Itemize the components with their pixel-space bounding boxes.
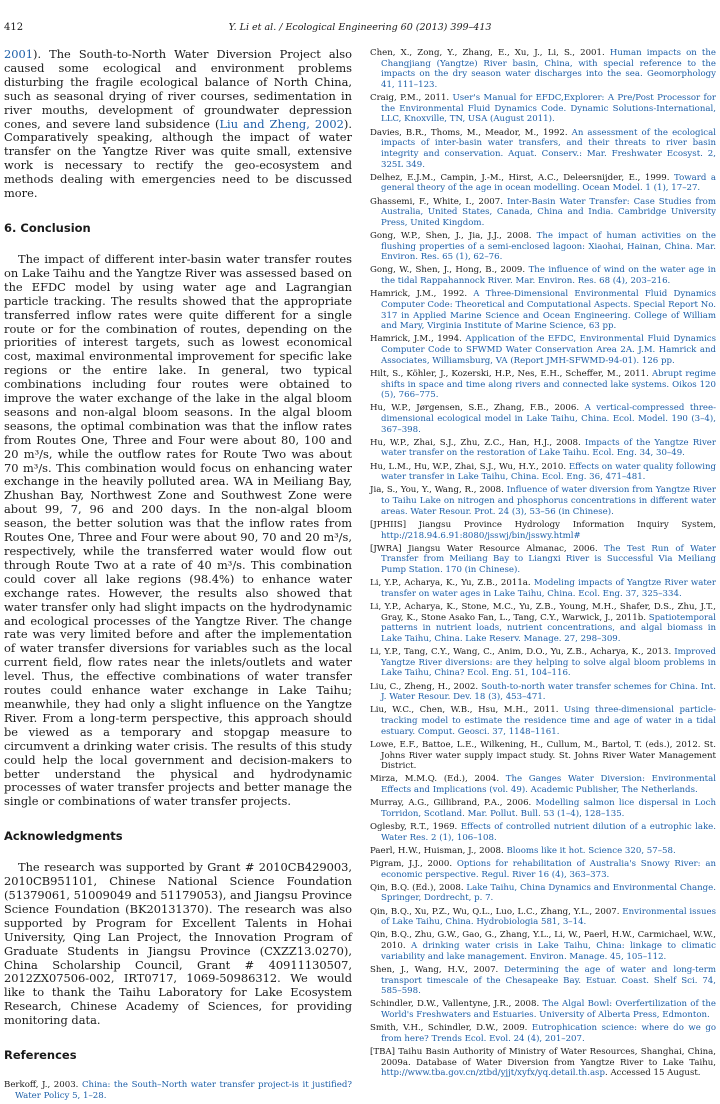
reference-link[interactable]: Influence of water diversion from Yangtze River to Taihu Lake on nitrogen and phosphorus concentrations in different water areas. Water Resour. Prot. 24 (3), 53–56 (in Chinese). (381, 485, 716, 517)
reference-text: Ghassemi, F., White, I., 2007. (370, 196, 507, 207)
reference-link[interactable]: Inter-Basin Water Transfer: Case Studies from Australia, United States, Canada, China and India. Cambridge University Press, United Kingdom. (381, 196, 717, 228)
reference-item (370, 173, 716, 194)
reference-link[interactable]: The Algal Bowl: Overfertilization of the World's Freshwaters and Estuaries. University of Alberta Press, Edmonton. (381, 999, 716, 1020)
reference-text: Hu, W.P., Jørgensen, S.E., Zhang, F.B., 2006. (370, 403, 585, 414)
reference-text: Gong, W.P., Shen, J., Jia, J.J., 2008. (370, 231, 537, 241)
reference-link[interactable]: A vertical-compressed three-dimensional ecological model in Lake Taihu, China. Ecol. Model. 190 (3–4), 367–398. (381, 403, 716, 435)
reference-link[interactable]: Effects of controlled nutrient dilution of a eutrophic lake. Water Res. 2 (1), 106–108. (381, 821, 716, 843)
reference-item (370, 822, 716, 843)
references-heading: References (4, 1048, 77, 1063)
reference-item (370, 883, 716, 904)
reference-item (370, 705, 716, 737)
reference-text: Li, Y.P., Acharya, K., Yu, Z.B., 2011a. (370, 578, 534, 589)
reference-link[interactable]: Eutrophication science: where do we go from here? Trends Ecol. Evol. 24 (4), 201–207. (381, 1023, 717, 1044)
reference-item (370, 682, 716, 703)
reference-item (370, 798, 716, 819)
reference-link[interactable]: Determining the age of water and long-term transport timescale of the Chesapeake Bay. Estuar. Coast. Shelf Sci. 74, 585–598. (381, 964, 716, 997)
reference-link[interactable]: Toward a general theory of the age in ocean modelling. Ocean Model. 1 (1), 17–27. (381, 172, 716, 194)
reference-item (370, 999, 716, 1020)
reference-link[interactable]: Using three-dimensional particle-tracking model to estimate the residence time and age of water in a tidal estuary. Comput. Geosci. 37, 1148–1161. (381, 705, 716, 737)
right-column (370, 48, 716, 1081)
reference-text: Davies, B.R., Thoms, M., Meador, M., 1992. (370, 127, 572, 138)
reference-item (370, 647, 716, 679)
reference-link[interactable]: A drinking water crisis in Lake Taihu, China: linkage to climatic variability and lake management. Environ. Manage. 45, 105–112. (381, 941, 716, 962)
reference-list-left (4, 1080, 352, 1101)
conclusion-paragraph: The impact of different inter-basin water transfer routes on Lake Taihu and the Yangtze River was assessed based on the EFDC model by using water age and Lagrangian particle tracking. The results showed that the appropriate transferred inflow rates were quite different for a single route or for the combination of routes, depending on the priorities of interest targets, such as lowest economical cost, maximal environmental improvement for specific lake regions or the entire lake. In general, two typical combinations including four routes were obtained to improve the water exchange of the lake in the algal bloom seasons and non-algal bloom seasons. In the algal bloom seasons, the optimal combination was that the inflow rates from Routes One, Three and Four were about 80, 100 and 20 m³/s, while the outflow rates for Route Two was about 70 m³/s. This combination would focus on enhancing water exchange in the heavily polluted area. WA in Meiliang Bay, Zhushan Bay, Northwest Zone and Southwest Zone were about 99, 7, 96 and 200 days. In the non-algal bloom season, the better solution was that the inflow rates from Routes One, Three and Four were about 90, 70 and 20 m³/s, respectively, while the transferred water would flow out through Route Two at a rate of 40 m³/s. This combination could cover all lake regions (98.4%) to enhance water exchange rates. However, the results also showed that water transfer only had slight impacts on the hydrodynamic and ecological processes of the Yangtze River. The change rate was very limited before and after the implementation of water transfer diversions for variables such as the local current field, flow rates near the inlets/outlets and water level. Thus, the effective combinations of water transfer routes could enhance water exchange in Lake Taihu; meanwhile, they had only a slight influence on the Yangtze River. From a long-term perspective, this approach should be viewed as a temporary and stopgap measure to circumvent a drinking water crisis. The results of this study could help the local government and decision-makers to better understand the physical and hydrodynamic processes of water transfer projects and better manage the single or combinations of water transfer projects. (4, 251, 352, 809)
reference-link[interactable]: Modelling salmon lice dispersal in Loch Torridon, Scotland. Mar. Pollut. Bull. 53 (1–4), 128–135. (381, 798, 717, 819)
reference-item (370, 520, 716, 541)
reference-text: Murray, A.G., Gillibrand, P.A., 2006. (370, 798, 536, 809)
reference-text: [JPHIIS] Jiangsu Province Hydrology Information Inquiry System, (370, 519, 716, 530)
reference-item (370, 334, 716, 366)
reference-item (370, 128, 716, 171)
intro-text: ). The South-to-North Water Diversion Project also caused some ecological and environment problems disturbing the fragile ecological balance of North China, such as seasonal drying of river courses, sedimentation in river mouths, development of groundwater depression cones, and severe land subsidence ( (4, 47, 352, 131)
reference-text: Qin, B.Q., Zhu, G.W., Gao, G., Zhang, Y.L., Li, W., Paerl, H.W., Carmichael, W.W., 2010. (370, 930, 716, 952)
reference-item (370, 1023, 716, 1044)
reference-item (370, 48, 716, 91)
reference-item (370, 403, 716, 435)
reference-item (370, 438, 716, 459)
reference-link[interactable]: Blooms like it hot. Science 320, 57–58. (506, 845, 676, 856)
reference-text: [TBA] Taihu Basin Authority of Ministry of Water Resources, Shanghai, China, 2009a. Database of Water Diversion from Yangtze River to Lake Taihu, (370, 1046, 716, 1068)
reference-text: Delhez, E.J.M., Campin, J.-M., Hirst, A.C., Deleersnijder, E., 1999. (370, 172, 675, 183)
reference-item (370, 907, 716, 928)
reference-link[interactable]: Impacts of the Yangtze River water transfer on the restoration of Lake Taihu. Ecol. Eng. 34, 30–49. (381, 437, 716, 459)
reference-text: Jia, S., You, Y., Wang, R., 2008. (370, 485, 507, 496)
reference-text: Craig, P.M., 2011. (370, 93, 453, 104)
reference-text: Hu, L.M., Hu, W.P., Zhai, S.J., Wu, H.Y., 2010. (370, 461, 569, 472)
reference-text: Qin, B.Q., Xu, P.Z., Wu, Q.L., Luo, L.C., Zhang, Y.L., 2007. (370, 906, 623, 917)
reference-text: Oglesby, R.T., 1969. (370, 821, 461, 832)
page-header (0, 22, 720, 38)
reference-item (370, 197, 716, 229)
reference-link[interactable]: Modeling impacts of Yangtze River water transfer on water ages in Lake Taihu, China. Ecol. Eng. 37, 325–334. (381, 578, 716, 599)
reference-item (370, 930, 716, 962)
reference-text: Schindler, D.W., Vallentyne, J.R., 2008. (370, 999, 543, 1010)
reference-list-right (370, 48, 716, 1079)
reference-item (370, 93, 716, 125)
reference-text: Li, Y.P., Tang, C.Y., Wang, C., Anim, D.O., Yu, Z.B., Acharya, K., 2013. (370, 647, 675, 658)
reference-item (370, 544, 716, 576)
reference-link[interactable]: An assessment of the ecological impacts of inter-basin water transfers, and their threats to river basin integrity and conservation. Aquat. Conserv.: Mar. Freshwater Ecosyst. 2, 325L 349. (381, 127, 716, 170)
reference-link[interactable]: Spatiotemporal patterns in nutrient loads, nutrient concentrations, and algal biomass in Lake Taihu, China. Lake Reserv. Manage. 27, 298–309. (381, 612, 716, 644)
reference-text: Gong, W., Shen, J., Hong, B., 2009. (370, 265, 529, 276)
reference-item (370, 289, 716, 332)
reference-item (370, 740, 716, 772)
reference-item (370, 859, 716, 880)
reference-link[interactable]: Abrupt regime shifts in space and time along rivers and connected lake systems. Oikos 120 (5), 766–775. (381, 368, 717, 401)
reference-link[interactable]: Lake Taihu, China Dynamics and Environmental Change. Springer, Dordrecht, p. 7. (381, 882, 716, 904)
reference-link[interactable]: The Ganges Water Diversion: Environmental Effects and Implications (vol. 49). Academic Publisher, The Netherlands. (381, 774, 716, 795)
reference-link[interactable]: Human impacts on the Changjiang (Yangtze) River basin, China, with special reference to the impacts on the dry season water discharges into the sea. Geomorphology 41, 111–123. (381, 48, 716, 90)
reference-link[interactable]: A Three-Dimensional Environmental Fluid Dynamics Computer Code: Theoretical and Computational Aspects. Special Report No. 317 in Applied Marine Science and Ocean Engineering. College of William and Mary, Virginia Institute of Marine Science, 63 pp. (381, 289, 716, 332)
reference-text: Mirza, M.M.Q. (Ed.), 2004. (370, 774, 506, 785)
citation-link[interactable]: 2001 (4, 47, 33, 61)
reference-text: Li, Y.P., Acharya, K., Stone, M.C., Yu, Z.B., Young, M.H., Shafer, D.S., Zhu, J.T., Gray, K., Stone Asako Fan, L., Tang, C.Y., Warwick, J., 2011b. (370, 602, 716, 623)
citation-link[interactable]: Liu and Zheng, 2002 (219, 116, 344, 131)
reference-text: Shen, J., Wang, H.V., 2007. (370, 964, 505, 975)
reference-text: Qin, B.Q. (Ed.), 2008. (370, 882, 467, 893)
reference-text: Liu, W.C., Chen, W.B., Hsu, M.H., 2011. (370, 705, 565, 716)
reference-link[interactable]: User's Manual for EFDC,Explorer: A Pre/Post Processor for the Environmental Fluid Dynamics Code. Dynamic Solutions-International, LLC, Knoxville, TN, USA (August 2011). (381, 93, 716, 125)
reference-text: Hu, W.P., Zhai, S.J., Zhu, Z.C., Han, H.J., 2008. (370, 437, 585, 448)
acknowledgments-heading: Acknowledgments (4, 829, 123, 844)
reference-text: Berkoff, J., 2003. (4, 1080, 82, 1091)
reference-link[interactable]: The influence of wind on the water age in the tidal Rappahannock River. Mar. Environ. Res. 68 (4), 203–216. (381, 265, 716, 287)
reference-text: Liu, C., Zheng, H., 2002. (370, 681, 482, 692)
reference-text: Paerl, H.W., Huisman, J., 2008. (370, 845, 507, 856)
reference-text: [JWRA] Jiangsu Water Resource Almanac, 2006. (370, 543, 605, 554)
reference-link[interactable]: The impact of human activities on the flushing properties of a semi-enclosed lagoon: Xiaohai, Hainan, China. Mar. Environ. Res. 65 (1), 62–76. (381, 231, 716, 263)
reference-text: Lowe, E.F., Battoe, L.E., Wilkening, H., Cullum, M., Bartol, T. (eds.), 2012. St. Johns River water supply impact study. St. Johns River Water Management District. (370, 739, 716, 772)
reference-text: Smith, V.H., Schindler, D.W., 2009. (370, 1023, 532, 1034)
reference-link[interactable]: http://www.tba.gov.cn/ztbd/yjjt/xyfx/yq.detail.th.asp (381, 1068, 605, 1079)
intro-paragraph (4, 48, 352, 201)
reference-link[interactable]: Improved Yangtze River diversions: are they helping to solve algal bloom problems in Lake Taihu, China? Ecol. Eng. 51, 104–116. (381, 647, 716, 679)
reference-text: . Accessed 15 August. (604, 1068, 701, 1079)
reference-item (370, 846, 716, 857)
reference-item (370, 1047, 716, 1079)
reference-text: Hamrick, J.M., 1994. (370, 334, 466, 345)
running-title: Y. Li et al. / Ecological Engineering 60 (2013) 399–413 (228, 22, 492, 33)
reference-item (370, 485, 716, 517)
reference-text: Chen, X., Zong, Y., Zhang, E., Xu, J., Li, S., 2001. (370, 48, 610, 58)
left-column (4, 48, 352, 1104)
reference-item (4, 1080, 352, 1101)
reference-item (370, 965, 716, 997)
reference-item (370, 231, 716, 263)
reference-item (370, 774, 716, 795)
conclusion-heading: 6. Conclusion (4, 220, 91, 235)
reference-link[interactable]: Effects on water quality following water transfer in Lake Taihu, China. Ecol. Eng. 36, 471–481. (381, 461, 716, 483)
reference-link[interactable]: South-to-north water transfer schemes for China. Int. J. Water Resour. Dev. 18 (3), 453–471. (381, 681, 716, 703)
acknowledgments-paragraph: The research was supported by Grant # 2010CB429003, 2010CB951101, Chinese National Science Foundation (51379061, 51009049 and 51179053), and Jiangsu Province Science Foundation (BK20131370). The research was also supported by Program for Excellent Talents in Hohai University, Qing Lan Project, the Innovation Program of Graduate Students in Jiangsu Province (CXZZ13.0270), China Scholarship Council, Grant # 40911130507, 2012ZX07506-002, IRT0717, 1069-50986312. We would like to thank the Taihu Laboratory for Lake Ecosystem Research, Chinese Academy of Sciences, for providing monitoring data. (4, 860, 352, 1028)
reference-link[interactable]: The Test Run of Water Transfer from Meiliang Bay to Liangxi River is Successful Via Meiliang Pump Station. 170 (in Chinese). (381, 543, 716, 576)
reference-link[interactable]: http://218.94.6.91:8080/jsswj/bin/jsswy.html# (381, 530, 581, 541)
reference-text: Hilt, S., Köhler, J., Kozerski, H.P., Nes, E.H., Scheffer, M., 2011. (370, 368, 652, 379)
reference-item (370, 462, 716, 483)
reference-link[interactable]: China: the South–North water transfer project-is it justified? Water Policy 5, 1–28. (15, 1080, 352, 1101)
reference-text: Hamrick, J.M., 1992. (370, 289, 474, 300)
page-number: 412 (4, 22, 24, 33)
intro-text: ). Comparatively speaking, although the impact of water transfer on the Yangtze River was quite small, extensive work is necessary to rectify the geo-ecosystem and methods dealing with emergencies need to be discussed more. (4, 116, 352, 201)
reference-item (370, 265, 716, 286)
reference-link[interactable]: Environmental issues of Lake Taihu, China. Hydrobiologia 581, 3–14. (381, 906, 717, 928)
reference-item (370, 369, 716, 401)
reference-item (370, 602, 716, 645)
reference-link[interactable]: Application of the EFDC, Environmental Fluid Dynamics Computer Code to SFWMD Water Conservation Area 2A. J.M. Hamrick and Associates, Williamsburg, VA (Report JMH-SFWMD-94-01). 126 pp. (381, 334, 717, 366)
reference-text: Pigram, J.J., 2000. (370, 858, 457, 869)
reference-item (370, 578, 716, 599)
reference-link[interactable]: Options for rehabilitation of Australia's Snowy River: an economic perspective. Regul. River 16 (4), 363–373. (381, 858, 716, 880)
